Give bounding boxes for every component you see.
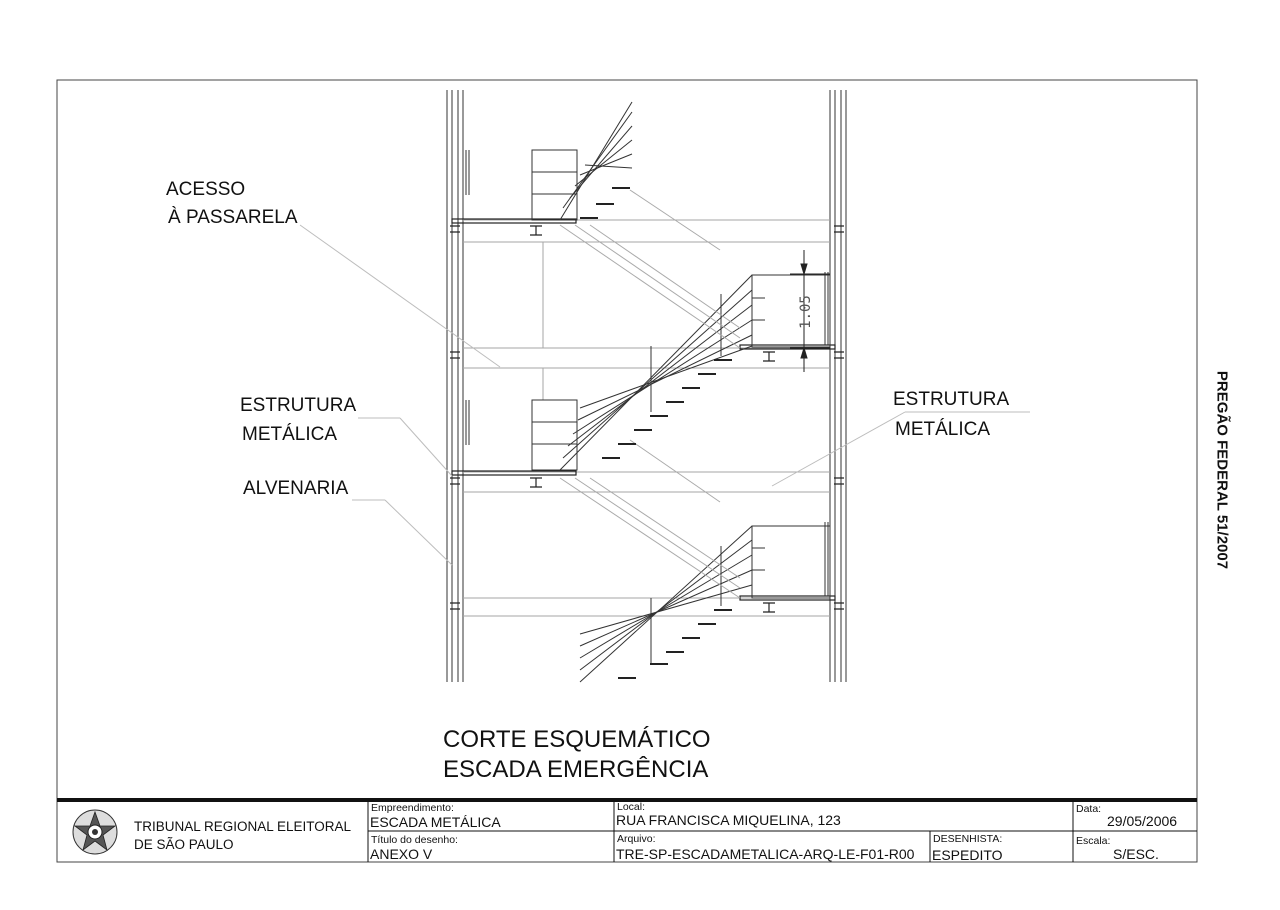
- drawing-title-line1: CORTE ESQUEMÁTICO: [443, 726, 711, 753]
- escala-label: Escala:: [1076, 835, 1111, 847]
- flight-top: [560, 102, 632, 220]
- empreendimento-value: ESCADA METÁLICA: [370, 814, 501, 830]
- side-note: PREGÃO FEDERAL 51/2007: [1213, 370, 1231, 570]
- treads: [580, 188, 732, 678]
- floor-bands: [463, 220, 830, 616]
- landings: [452, 219, 835, 600]
- handrails: [466, 150, 830, 598]
- empreendimento-label: Empreendimento:: [371, 802, 454, 814]
- structure-left-label-line2: METÁLICA: [242, 424, 338, 445]
- access-label-line2: À PASSARELA: [168, 207, 298, 228]
- masonry-label: ALVENARIA: [243, 478, 349, 499]
- titulo-value: ANEXO V: [370, 846, 433, 862]
- arquivo-value: TRE-SP-ESCADAMETALICA-ARQ-LE-F01-R00: [616, 846, 915, 862]
- arquivo-label: Arquivo:: [617, 833, 656, 845]
- local-value: RUA FRANCISCA MIQUELINA, 123: [616, 812, 841, 828]
- local-label: Local:: [617, 801, 646, 813]
- access-label-line1: ACESSO: [166, 179, 246, 200]
- escala-value: S/ESC.: [1113, 846, 1159, 862]
- structure-right-label-line2: METÁLICA: [895, 419, 991, 440]
- data-label: Data:: [1076, 803, 1102, 815]
- organization-line1: TRIBUNAL REGIONAL ELEITORAL: [134, 819, 352, 834]
- titulo-label: Título do desenho:: [371, 834, 458, 846]
- drawing-title-line2: ESCADA EMERGÊNCIA: [443, 756, 709, 783]
- hidden-flights: [560, 190, 740, 598]
- structure-left-label-line1: ESTRUTURA: [240, 395, 357, 416]
- data-value: 29/05/2006: [1107, 813, 1178, 829]
- brazil-coat-of-arms-icon: [73, 810, 117, 854]
- organization-line2: DE SÃO PAULO: [134, 837, 234, 852]
- flight-bottom: [580, 526, 752, 682]
- left-column: [447, 90, 463, 682]
- desenhista-value: ESPEDITO: [932, 847, 1003, 863]
- right-column: [830, 90, 846, 682]
- dimension-value: 1.05: [798, 295, 814, 329]
- structure-right-label-line1: ESTRUTURA: [893, 389, 1010, 410]
- flight-middle: [560, 275, 752, 470]
- desenhista-label: DESENHISTA:: [933, 833, 1003, 845]
